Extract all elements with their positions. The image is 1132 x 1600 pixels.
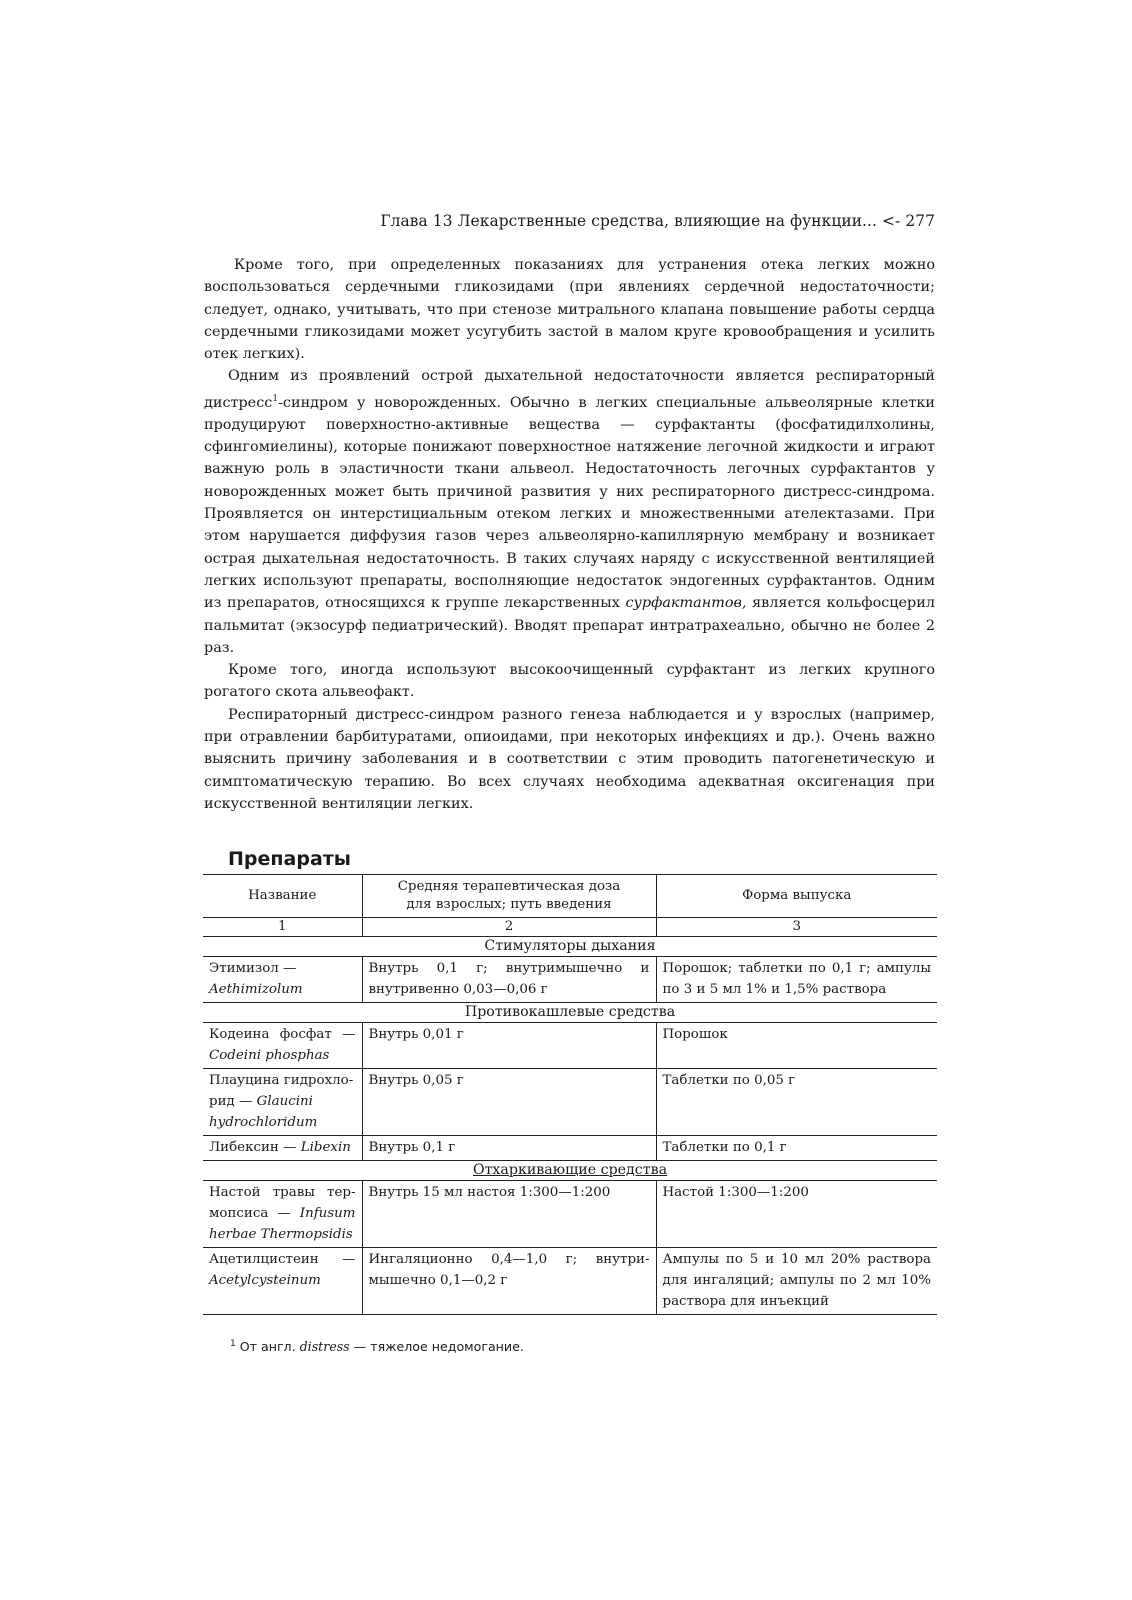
drug-dose: Внутрь 0,1 г; внутримышечно и внутривенно 0,03—0,06 г — [362, 957, 656, 1003]
drug-form: Ампулы по 5 и 10 мл 20% раствора для ингаляций; ампулы по 2 мл 10% раствора для инъекций — [656, 1248, 937, 1315]
section-title: Препараты — [228, 848, 351, 870]
italic-term: сурфактантов, — [625, 595, 747, 612]
paragraph-text: Одним из проявлений острой дыхательной недостаточности является респираторный дистресс — [204, 368, 935, 411]
column-number: 1 — [203, 918, 362, 937]
paragraph — [204, 365, 935, 659]
drug-dose: Внутрь 0,05 г — [362, 1069, 656, 1136]
drug-dose: Внутрь 0,01 г — [362, 1023, 656, 1069]
table-row — [203, 1069, 937, 1136]
table-row — [203, 1023, 937, 1069]
footnote-mark: 1 — [230, 1339, 236, 1349]
drug-name-ru: Кодеина фосфат — — [209, 1027, 356, 1042]
table-row — [203, 957, 937, 1003]
table-header-row — [203, 875, 937, 918]
column-header-form: Форма выпуска — [656, 875, 937, 918]
group-title — [203, 1161, 937, 1181]
table-row — [203, 1136, 937, 1161]
group-title: Стимуляторы дыхания — [203, 937, 937, 957]
drug-name-latin: Aethimizolum — [209, 982, 303, 997]
footnote-reference[interactable]: 1 — [272, 393, 279, 404]
drug-name — [203, 1023, 362, 1069]
drug-form: Таблетки по 0,05 г — [656, 1069, 937, 1136]
drug-name — [203, 1069, 362, 1136]
drug-name-ru: Настой травы термопсиса — — [209, 1185, 356, 1221]
drug-form: Порошок — [656, 1023, 937, 1069]
group-row — [203, 1003, 937, 1023]
column-number: 2 — [362, 918, 656, 937]
drugs-table — [203, 874, 937, 1315]
footnote-prefix: От англ. — [239, 1339, 300, 1355]
drug-form: Таблетки по 0,1 г — [656, 1136, 937, 1161]
footnote-term: distress — [299, 1339, 350, 1355]
drug-name-ru: Ацетилцистеин — — [209, 1252, 356, 1267]
paragraph-text: -синдром у новорожденных. Обычно в легких специальные альвеолярные клетки продуцируют поверхностно-активные вещества — сурфактанты (фосфатидилхолины, сфингомиелины), которые понижают поверхностное натяжение легочной жидкости и играют важную роль в эластичности ткани альвеол. Недостаточность легочных сурфактантов у новорожденных может быть причиной развития у них респираторного дистресс-синдрома. Проявляется он интерстициальным отеком легких и множественными ателектазами. При этом нарушается диффузия газов через альвеолярно-капиллярную мембрану и возникает острая дыхательная недостаточность. В таких случаях наряду с искусственной вентиляцией легких используют препараты, восполняющие недостаток эндогенных сурфактантов. Одним из препаратов, относящихся к группе лекарственных — [204, 394, 935, 612]
footnote-suffix: — тяжелое недомогание. — [349, 1339, 524, 1355]
drug-dose: Внутрь 15 мл настоя 1:300—1:200 — [362, 1181, 656, 1248]
group-row — [203, 937, 937, 957]
drug-name-latin: Libexin — [300, 1140, 351, 1155]
column-header-dose-line2: для взрослых; путь введения — [406, 897, 612, 912]
paragraph: Кроме того, иногда используют высокоочищенный сурфактант из легких крупного рогатого скота альвеофакт. — [204, 662, 935, 701]
drug-form: Порошок; таблетки по 0,1 г; ампулы по 3 и 5 мл 1% и 1,5% раствора — [656, 957, 937, 1003]
table-row — [203, 1248, 937, 1315]
drug-name — [203, 957, 362, 1003]
paragraph-text: является кольфосцерил пальмитат (экзосурф педиатрический). Вводят препарат интратрахеально, обычно не более 2 раз. — [204, 595, 936, 656]
column-number: 3 — [656, 918, 937, 937]
drug-dose: Внутрь 0,1 г — [362, 1136, 656, 1161]
footnote — [230, 1339, 524, 1354]
group-row — [203, 1161, 937, 1181]
column-number-row — [203, 918, 937, 937]
column-header-dose — [362, 875, 656, 918]
drug-name-ru: Либексин — — [209, 1140, 301, 1155]
table-row — [203, 1181, 937, 1248]
drug-name — [203, 1136, 362, 1161]
drug-name-latin: Codeini phosphas — [209, 1048, 330, 1063]
drug-name-ru: Этимизол — — [209, 961, 297, 976]
paragraph: Кроме того, при определенных показаниях для устранения отека легких можно воспользоваться сердечными гликозидами (при явлениях сердечной недостаточности; следует, однако, учитывать, что при стенозе митрального клапана повышение работы сердца сердечными гликозидами может усугубить застой в малом круге кровообращения и усилить отек легких). — [204, 257, 935, 363]
column-header-dose-line1: Средняя терапевтическая доза — [397, 879, 621, 894]
page-header: Глава 13 Лекарственные средства, влияющие на функции... <- 277 — [380, 212, 935, 230]
column-header-name: Название — [203, 875, 362, 918]
drug-name-ru: Плауцина гидрохлорид — — [209, 1073, 354, 1109]
group-title-text: Отхаркивающие средства — [472, 1162, 668, 1178]
drug-name-latin: Infusum herbae Thermopsidis — [209, 1206, 356, 1242]
drug-form: Настой 1:300—1:200 — [656, 1181, 937, 1248]
drug-dose: Ингаляционно 0,4—1,0 г; внутримышечно 0,1—0,2 г — [362, 1248, 656, 1315]
group-title: Противокашлевые средства — [203, 1003, 937, 1023]
body-text — [204, 254, 935, 815]
drug-name — [203, 1181, 362, 1248]
paragraph: Респираторный дистресс-синдром разного генеза наблюдается и у взрослых (например, при отравлении барбитуратами, опиоидами, при некоторых инфекциях и др.). Очень важно выяснить причину заболевания и в соответствии с этим проводить патогенетическую и симптоматическую терапию. Во всех случаях необходима адекватная оксигенация при искусственной вентиляции легких. — [204, 706, 935, 812]
drug-name-latin: Acetylcysteinum — [209, 1273, 321, 1288]
drug-name-latin: Glaucini hydrochloridum — [209, 1094, 318, 1130]
drug-name — [203, 1248, 362, 1315]
